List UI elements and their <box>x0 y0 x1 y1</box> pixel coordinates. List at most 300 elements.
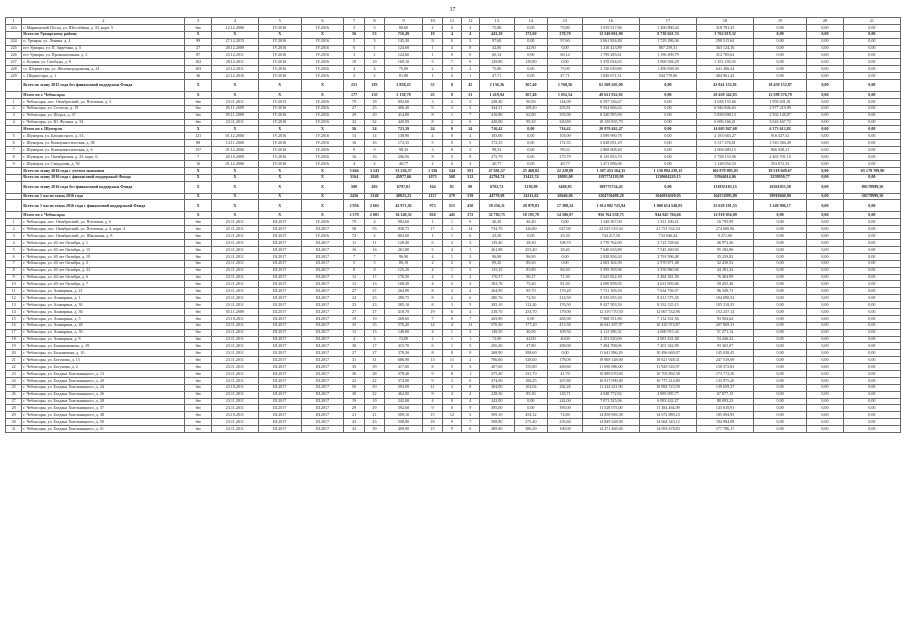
table-cell: 18 459 152,87 <box>754 80 807 92</box>
table-cell: 11 690 086,00 <box>582 364 639 371</box>
table-cell: 509,10 <box>385 412 423 419</box>
table-cell: 7 <box>422 315 442 322</box>
address-cell: г. Чебоксары, ул. Ашмарина, д. 36 <box>22 308 185 315</box>
table-cell: 13 <box>422 357 442 364</box>
address-cell: г. Чебоксары, ул. 40 лет Октября, д. 6 <box>22 274 185 281</box>
subtotal-row <box>6 126 901 133</box>
table-cell: 35 <box>344 322 364 329</box>
table-cell: 0,00 <box>514 154 548 161</box>
table-cell: 2 136,36 <box>479 80 514 92</box>
table-cell: 0,00 <box>754 405 807 412</box>
table-cell: 5 <box>344 38 364 45</box>
table-cell: 2148 <box>364 193 384 200</box>
table-cell: X <box>301 31 344 38</box>
table-cell: 55 <box>364 226 384 233</box>
table-cell: 25,50 <box>479 233 514 240</box>
table-cell: 3 <box>443 240 461 247</box>
table-cell: 3 <box>443 288 461 295</box>
table-cell: 0,00 <box>807 126 844 133</box>
table-cell: 0 <box>443 38 461 45</box>
table-cell: 32 <box>344 119 364 126</box>
table-cell: 5 028 051,29 <box>582 140 639 147</box>
table-cell: 28.12.2011 <box>211 59 258 66</box>
table-cell: 3 550 960,06 <box>639 267 696 274</box>
table-cell: 103 <box>185 66 212 73</box>
table-cell: X <box>258 200 301 212</box>
table-cell: III.2017 <box>301 302 344 309</box>
address-cell: г. Чебоксары, ул. 40 лет Октября, д. 32 <box>22 267 185 274</box>
table-cell: IV.2016 <box>258 45 301 52</box>
table-cell: 264,90 <box>479 288 514 295</box>
table-cell: 8 <box>422 302 442 309</box>
table-cell: 0,00 <box>754 336 807 343</box>
table-cell: IV.2016 <box>301 24 344 31</box>
table-cell: 280,75 <box>385 295 423 302</box>
table-cell: 0,00 <box>843 253 900 260</box>
table-cell: 176,57 <box>479 274 514 281</box>
table-cell: 0,00 <box>843 343 900 350</box>
table-cell: 2 579 <box>344 212 364 219</box>
table-cell: 0,00 <box>514 73 548 80</box>
table-cell: 2 101 630,00 <box>582 336 639 343</box>
table-cell: 01.12.2006 <box>211 147 258 154</box>
table-cell: 1 128 054,33 <box>697 160 754 167</box>
table-cell: 528,60 <box>514 357 548 364</box>
table-cell: 416,80 <box>479 112 514 119</box>
table-cell: 353,90 <box>548 112 583 119</box>
table-cell: 72,00 <box>479 336 514 343</box>
table-cell: 275,79 <box>479 154 514 161</box>
table-cell: 1 <box>422 233 442 240</box>
table-cell: 268,60 <box>385 315 423 322</box>
table-cell: 8 <box>6 154 22 161</box>
table-cell: 20 979 462,47 <box>582 126 639 133</box>
table-cell: IV.2016 <box>301 147 344 154</box>
table-cell: X <box>211 174 258 181</box>
subtotal-row <box>6 212 901 219</box>
table-cell: 0,00 <box>514 52 548 59</box>
table-cell: 23.11.2011 <box>211 288 258 295</box>
table-cell: 88 <box>185 140 212 147</box>
address-cell: пгт Урмары, ул. Промышленная, д. 2 <box>22 52 185 59</box>
table-cell: 145,30 <box>385 38 423 45</box>
subtotal-row <box>6 31 901 38</box>
table-cell: 44779,68 <box>479 193 514 200</box>
table-cell: 54 <box>364 126 384 133</box>
table-cell: 4 <box>461 308 479 315</box>
table-cell: 1 <box>443 253 461 260</box>
table-cell: III.2017 <box>301 281 344 288</box>
table-cell: 55964014,06 <box>697 174 754 181</box>
table-cell: 6 <box>461 377 479 384</box>
table-cell: 172,35 <box>385 140 423 147</box>
table-cell: 139 659,37 <box>697 384 754 391</box>
table-cell: 8 <box>422 112 442 119</box>
table-cell: 33 <box>344 426 364 433</box>
table-cell: 85,30 <box>514 391 548 398</box>
address-cell: г. Чебоксары, ул. Богунова, д. 15 <box>22 357 185 364</box>
table-cell: 145,71 <box>548 391 583 398</box>
table-cell: 25 468,82 <box>514 167 548 174</box>
address-cell: Всего по Урмарскому району <box>22 31 185 38</box>
table-cell: 6ю <box>185 391 212 398</box>
table-cell: III.2017 <box>258 364 301 371</box>
table-cell: 31 <box>6 426 22 433</box>
table-cell: 3 <box>443 384 461 391</box>
table-cell: 0,00 <box>754 219 807 226</box>
table-cell: 2 502 148,87 <box>754 112 807 119</box>
table-cell: 0,00 <box>807 357 844 364</box>
table-cell: 6 946 846,63 <box>697 105 754 112</box>
address-cell: Всего по этапу 2015 года без финансовой поддержки Фонда <box>22 80 185 92</box>
table-cell: 0,00 <box>807 119 844 126</box>
address-cell: г. Чебоксары, ул. Ашмарина, д. 30 <box>22 302 185 309</box>
table-cell: 6ю <box>185 405 212 412</box>
table-cell: 374,00 <box>385 377 423 384</box>
table-cell: 8 <box>422 350 442 357</box>
table-cell: 29 <box>6 412 22 419</box>
table-row <box>6 391 901 398</box>
table-cell: 0,00 <box>514 126 548 133</box>
address-cell: ст. Шоркистры, ул. Железнодорожная, д. 41 <box>22 66 185 73</box>
table-cell: 0,00 <box>754 377 807 384</box>
table-cell: 0,00 <box>807 295 844 302</box>
table-cell: 0,00 <box>843 160 900 167</box>
table-cell: 4 <box>443 246 461 253</box>
table-cell: 0,00 <box>807 343 844 350</box>
table-cell: 0,00 <box>807 377 844 384</box>
table-cell: 27 <box>364 350 384 357</box>
table-cell: 2 <box>443 119 461 126</box>
table-cell: 179,00 <box>548 308 583 315</box>
table-cell: 72,00 <box>385 336 423 343</box>
table-cell: 0 <box>443 405 461 412</box>
table-cell: 867 239,31 <box>639 45 696 52</box>
table-cell: 3 <box>461 267 479 274</box>
table-cell: 4 <box>461 288 479 295</box>
table-cell: 135 <box>364 92 384 99</box>
table-cell: 264,90 <box>385 288 423 295</box>
table-cell: 2849 <box>364 174 384 181</box>
table-cell: 576,20 <box>385 322 423 329</box>
table-cell: 462,00 <box>385 391 423 398</box>
table-row <box>6 98 901 105</box>
table-cell: IV.2016 <box>301 66 344 73</box>
table-cell: 128,40 <box>385 240 423 247</box>
table-cell: 0,00 <box>843 52 900 59</box>
table-cell: 23.11.2011 <box>211 302 258 309</box>
table-cell: 96,90 <box>385 253 423 260</box>
table-cell: 0 <box>461 219 479 226</box>
table-cell: 265,90 <box>479 315 514 322</box>
table-row <box>6 364 901 371</box>
table-cell: 11 <box>6 288 22 295</box>
table-cell: 0,00 <box>843 133 900 140</box>
table-cell: X <box>185 174 212 181</box>
column-header-cell: 10 <box>422 18 442 25</box>
table-cell: 916 327,52 <box>754 133 807 140</box>
table-cell: 16 <box>344 246 364 253</box>
table-cell: 2 081 431,68 <box>639 336 696 343</box>
table-cell: 47 681,57 <box>479 167 514 174</box>
table-cell: 298 515,64 <box>697 38 754 45</box>
table-cell: 0,00 <box>807 174 844 181</box>
table-cell: 30 <box>344 391 364 398</box>
table-cell: X <box>301 80 344 92</box>
table-cell: 0,00 <box>843 350 900 357</box>
table-cell: 28.12.2009 <box>211 45 258 52</box>
table-cell: 0,00 <box>807 322 844 329</box>
table-cell: 9 <box>344 147 364 154</box>
table-cell: 0,00 <box>639 126 696 133</box>
table-cell: 1 <box>461 370 479 377</box>
table-cell: 164 <box>422 181 442 193</box>
table-cell: 4 <box>364 160 384 167</box>
table-cell: 1073 <box>422 174 442 181</box>
table-cell: III.2017 <box>258 302 301 309</box>
table-cell: 76 463,99 <box>697 274 754 281</box>
table-cell: 18093,00 <box>548 174 583 181</box>
table-cell: 0 <box>443 133 461 140</box>
table-cell: 0,00 <box>843 119 900 126</box>
table-cell: 16 435 974,87 <box>639 322 696 329</box>
table-cell: 2 <box>422 160 442 167</box>
table-cell: 209,00 <box>548 343 583 350</box>
table-cell: X <box>185 181 212 193</box>
table-cell: 18 <box>364 98 384 105</box>
table-cell: 395,00 <box>479 405 514 412</box>
table-cell: 0,00 <box>843 66 900 73</box>
table-cell: 1 510 584,49 <box>754 140 807 147</box>
table-cell: 0,00 <box>807 45 844 52</box>
table-cell: 97,60 <box>548 38 583 45</box>
table-cell: 23.11.2011 <box>211 253 258 260</box>
table-row <box>6 112 901 119</box>
table-cell: 12 067 532,96 <box>639 308 696 315</box>
table-cell: 0,00 <box>807 66 844 73</box>
table-cell: 0,00 <box>807 112 844 119</box>
table-cell <box>6 181 22 193</box>
address-cell: Всего по этапу 2016 года без финансовой поддержки Фонда <box>22 181 185 193</box>
table-cell: 10 084 723,50 <box>639 384 696 391</box>
table-cell: 23.11.2011 <box>211 98 258 105</box>
table-cell <box>6 193 22 200</box>
table-cell: 0 <box>443 140 461 147</box>
table-cell: 23.11.2011 <box>211 274 258 281</box>
table-cell: 45 <box>461 80 479 92</box>
table-cell: 285,10 <box>479 302 514 309</box>
table-cell: 49 621 922,02 <box>582 92 639 99</box>
table-cell: 0,00 <box>548 260 583 267</box>
table-cell: X <box>301 92 344 99</box>
address-cell: г. Чебоксары, ул. Богдана Хмельницкого, д. 50 <box>22 419 185 426</box>
table-cell: 0,00 <box>843 154 900 161</box>
table-cell: 0,00 <box>843 391 900 398</box>
table-cell: 4 <box>344 160 364 167</box>
table-cell: 4 690 858,05 <box>582 281 639 288</box>
table-cell: 14 672 889,23 <box>639 412 696 419</box>
address-cell: г. Чебоксары, ул. Ашмарина, д. 5 <box>22 315 185 322</box>
table-cell: 19 <box>344 315 364 322</box>
table-cell: 98,33 <box>548 147 583 154</box>
table-cell: 5 <box>461 343 479 350</box>
table-cell: 6ю <box>185 302 212 309</box>
table-cell: 6ю <box>185 98 212 105</box>
table-cell: 23.11.2011 <box>211 391 258 398</box>
table-cell: 686,00 <box>385 357 423 364</box>
table-cell: 42 971,92 <box>385 200 423 212</box>
table-cell: 23.11.2011 <box>211 357 258 364</box>
table-cell: 4 <box>422 398 442 405</box>
table-cell: 29 <box>364 112 384 119</box>
table-row <box>6 350 901 357</box>
table-cell: 6 373 613,82 <box>754 126 807 133</box>
table-cell: 1 <box>461 246 479 253</box>
table-cell: 0,00 <box>843 274 900 281</box>
table-cell: 4 060 915,34 <box>639 329 696 336</box>
table-cell: 27 <box>344 105 364 112</box>
table-cell: 8 332 125,15 <box>639 302 696 309</box>
table-cell: 7 401 342,99 <box>639 343 696 350</box>
table-cell: 14 664 343,12 <box>639 419 696 426</box>
table-cell: III.2017 <box>301 419 344 426</box>
table-cell: 40823,23 <box>385 193 423 200</box>
table-cell: 28,40 <box>548 246 583 253</box>
table-cell: 223 <box>6 24 22 31</box>
table-cell: 420,09 <box>385 119 423 126</box>
address-cell: Всего по этапу 2016 года с финансовой поддержкой Фонда <box>22 174 185 181</box>
table-cell: X <box>211 31 258 38</box>
table-cell: 05.11.2009 <box>211 308 258 315</box>
table-cell: 0,00 <box>807 219 844 226</box>
table-cell: 404 961,42 <box>697 73 754 80</box>
table-cell: 12 <box>443 412 461 419</box>
table-cell: 125,25 <box>479 267 514 274</box>
table-cell: 35 <box>344 364 364 371</box>
table-cell: 0,00 <box>843 174 900 181</box>
table-cell: 331,70 <box>514 370 548 377</box>
table-cell: IV.2016 <box>258 154 301 161</box>
table-cell: 3 <box>461 240 479 247</box>
table-cell: 106 879 095,03 <box>697 167 754 174</box>
table-cell: 2 570 871,48 <box>639 260 696 267</box>
table-cell: 28 <box>6 405 22 412</box>
table-cell: 99 <box>185 38 212 45</box>
table-cell: 275,79 <box>548 154 583 161</box>
table-cell: 9 <box>422 105 442 112</box>
table-cell: 8 <box>6 267 22 274</box>
table-cell: 2 793 596,48 <box>639 253 696 260</box>
table-cell: X <box>258 92 301 99</box>
table-cell: 641 406,24 <box>697 66 754 73</box>
table-cell: 1 300 800,44 <box>639 24 696 31</box>
table-cell: 18 <box>422 419 442 426</box>
table-cell: 25 <box>364 105 384 112</box>
table-cell: 2 <box>443 295 461 302</box>
table-cell: 0,00 <box>807 253 844 260</box>
address-cell: Всего по 1 части этапа 2016 года <box>22 193 185 200</box>
table-cell: 43 <box>344 419 364 426</box>
table-cell: 16 <box>344 140 364 147</box>
table-cell: 75,80 <box>548 24 583 31</box>
table-cell: IV.2016 <box>258 105 301 112</box>
table-cell: 149,50 <box>479 329 514 336</box>
table-cell: 0,00 <box>639 154 696 161</box>
table-cell: 512 <box>461 174 479 181</box>
table-cell: X <box>258 181 301 193</box>
table-cell: 21 <box>364 412 384 419</box>
table-cell: 105,00 <box>548 133 583 140</box>
table-cell: 0,00 <box>807 73 844 80</box>
table-cell: 0,00 <box>754 426 807 433</box>
table-cell: III.2017 <box>258 370 301 377</box>
table-cell: 23.11.2011 <box>211 240 258 247</box>
address-cell: г. Чебоксары, ул. 40 лет Октября, д. 1 <box>22 240 185 247</box>
table-cell: 1 919 517,96 <box>582 24 639 31</box>
table-cell: 22 <box>364 391 384 398</box>
table-cell: X <box>301 212 344 219</box>
table-cell: 89,10 <box>385 260 423 267</box>
table-cell: 0,00 <box>639 160 696 167</box>
table-cell: 46,20 <box>479 219 514 226</box>
table-cell: 445 <box>443 212 461 219</box>
table-row <box>6 357 901 364</box>
table-cell: 16 <box>364 140 384 147</box>
table-cell: 344,31 <box>479 105 514 112</box>
column-header-cell: 8 <box>364 18 384 25</box>
table-cell: X <box>258 193 301 200</box>
address-cell: г. Чебоксары, пос. Октябрьский, ул. Почтовая, д. 6 <box>22 219 185 226</box>
table-cell: 0 <box>443 24 461 31</box>
table-cell: 23.10.2011 <box>211 315 258 322</box>
table-cell: 23.11.2011 <box>211 398 258 405</box>
table-cell: 2259950,77 <box>754 174 807 181</box>
table-cell: X <box>258 80 301 92</box>
table-cell: 0,00 <box>807 336 844 343</box>
table-row <box>6 45 901 52</box>
table-cell: 3 <box>443 274 461 281</box>
table-cell: 6 597 336,67 <box>582 98 639 105</box>
table-cell <box>6 212 22 219</box>
table-cell: 9 271,06 <box>697 233 754 240</box>
table-cell: 0,00 <box>754 73 807 80</box>
table-cell: 2 956 <box>344 200 364 212</box>
table-cell: 10 496 669,07 <box>639 350 696 357</box>
table-cell: 5 <box>461 105 479 112</box>
table-cell: 0,00 <box>807 281 844 288</box>
table-cell: 9 <box>461 405 479 412</box>
table-cell: 0,00 <box>754 412 807 419</box>
table-cell: 0 <box>443 315 461 322</box>
table-cell: III.2017 <box>301 295 344 302</box>
table-cell: 05.11.2009 <box>211 105 258 112</box>
table-cell: 173 772,30 <box>697 370 754 377</box>
table-cell: 75,00 <box>479 66 514 73</box>
table-cell: 7 <box>443 59 461 66</box>
page-number: 37 <box>449 7 456 13</box>
table-cell: 93 004,64 <box>697 315 754 322</box>
table-row <box>6 412 901 419</box>
table-cell: 124,60 <box>385 52 423 59</box>
column-header-cell: 20 <box>807 18 844 25</box>
table-cell: 20 <box>6 350 22 357</box>
table-cell: 177,20 <box>514 322 548 329</box>
table-cell: 9 <box>6 274 22 281</box>
table-cell: 568 <box>443 174 461 181</box>
table-cell: 7 <box>461 315 479 322</box>
table-cell: 19 969 148,00 <box>582 357 639 364</box>
table-cell: III.2017 <box>258 233 301 240</box>
